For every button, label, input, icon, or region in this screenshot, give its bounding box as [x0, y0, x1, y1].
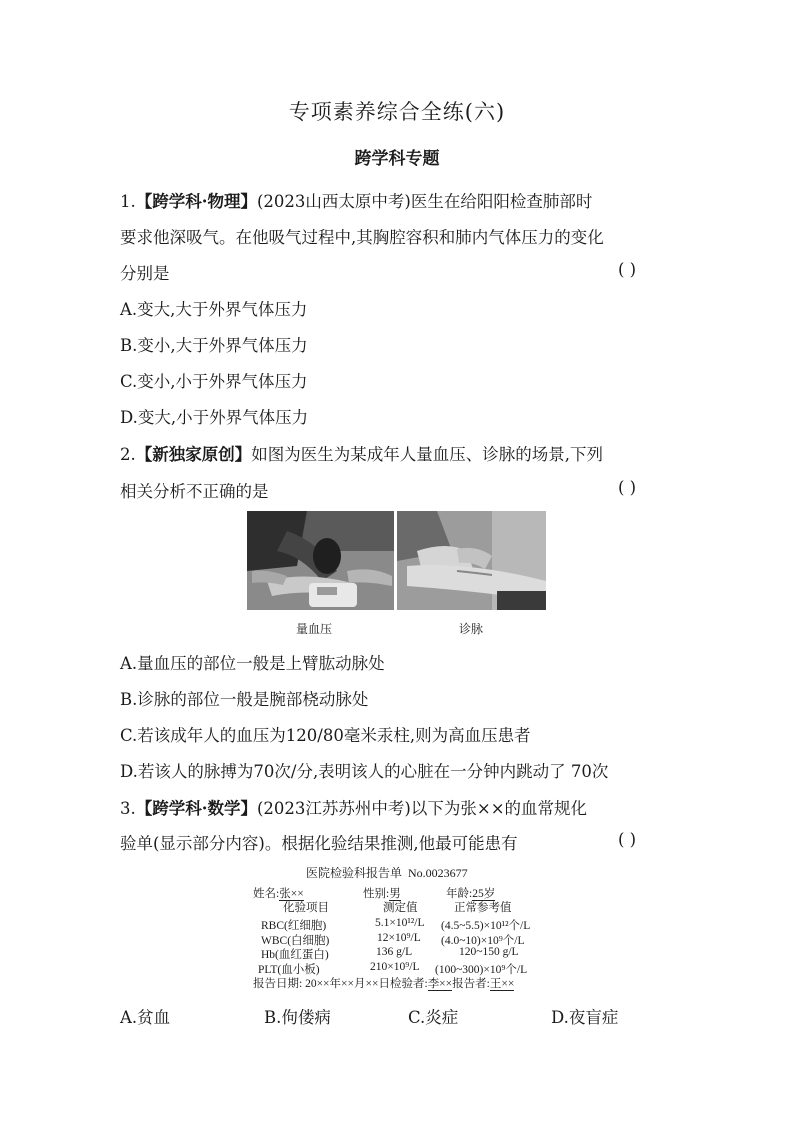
age-value: 25岁	[472, 888, 496, 900]
q1-stem-line2: 要求他深吸气。在他吸气过程中,其胸腔容积和肺内气体压力的变化	[120, 228, 604, 247]
q3-option-a: A.贫血	[120, 1008, 171, 1027]
report-row-ref: (100~300)×10⁹个/L	[435, 964, 528, 976]
inspector-name: 李××	[427, 978, 453, 990]
report-header-ref: 正常参考值	[454, 902, 512, 914]
reporter-label: 报告者:	[452, 978, 490, 990]
report-row-item: RBC(红细胞)	[261, 920, 327, 932]
gender-value: 男	[389, 888, 401, 900]
q1-option-b: B.变小,大于外界气体压力	[120, 336, 308, 355]
report-number: No.0023677	[408, 866, 468, 880]
q3-stem-line1	[120, 795, 587, 819]
report-row-value: 210×10⁹/L	[370, 961, 420, 973]
report-row-value: 136 g/L	[376, 946, 413, 958]
q1-stem-line3: 分别是	[120, 264, 170, 283]
report-row-ref: (4.0~10)×10⁹个/L	[441, 935, 525, 947]
section-title: 跨学科专题	[354, 149, 440, 169]
q3-option-c: C.炎症	[408, 1008, 459, 1027]
q1-number: 1.	[120, 192, 136, 211]
q2-stem-line1	[120, 441, 603, 465]
q1-option-a: A.变大,大于外界气体压力	[120, 300, 308, 319]
q2-option-b: B.诊脉的部位一般是腕部桡动脉处	[120, 690, 369, 709]
q3-answer-blank[interactable]: ( )	[618, 830, 637, 849]
q1-option-c: C.变小,小于外界气体压力	[120, 372, 308, 391]
report-row-item: WBC(白细胞)	[261, 935, 330, 947]
gender-label: 性别:	[363, 888, 390, 900]
caption-blood-pressure: 量血压	[296, 622, 333, 636]
q3-option-d: D.夜盲症	[551, 1008, 619, 1027]
q3-number: 3.	[120, 799, 136, 818]
q1-stem-text: (2023山西太原中考)医生在给阳阳检查肺部时	[257, 192, 593, 211]
report-footer	[253, 975, 514, 991]
q1-answer-blank[interactable]: ( )	[618, 260, 637, 279]
q1-stem-line1	[120, 188, 592, 212]
reporter-name: 王××	[489, 978, 515, 990]
report-row-value: 12×10⁹/L	[377, 932, 421, 944]
report-row-ref: 120~150 g/L	[459, 946, 519, 958]
q1-option-d: D.变大,小于外界气体压力	[120, 408, 309, 427]
report-row-ref: (4.5~5.5)×10¹²个/L	[441, 920, 531, 932]
q3-stem-text: (2023江苏苏州中考)以下为张××的血常规化	[257, 799, 588, 818]
name-label: 姓名:	[253, 888, 280, 900]
report-header-value: 测定值	[383, 902, 418, 914]
q3-stem-line2: 验单(显示部分内容)。根据化验结果推测,他最可能患有	[120, 834, 518, 853]
page-title: 专项素养综合全练(六)	[288, 100, 506, 124]
name-value: 张××	[279, 888, 304, 900]
report-title	[306, 864, 468, 881]
q2-option-d: D.若该人的脉搏为70次/分,表明该人的心脏在一分钟内跳动了 70次	[120, 762, 609, 781]
q3-tag: 【跨学科·数学】	[135, 799, 257, 818]
report-header-item: 化验项目	[283, 902, 329, 914]
q2-stem-line2: 相关分析不正确的是	[120, 482, 269, 501]
report-title-text: 医院检验科报告单	[306, 866, 403, 880]
q3-option-b: B.佝偻病	[264, 1008, 331, 1027]
blood-pressure-photo	[247, 511, 394, 610]
q2-stem-text: 如图为医生为某成年人量血压、诊脉的场景,下列	[251, 445, 603, 464]
pulse-diagnosis-photo	[397, 511, 546, 610]
report-row-item: PLT(血小板)	[258, 964, 320, 976]
report-row-value: 5.1×10¹²/L	[375, 917, 425, 929]
q2-tag: 【新独家原创】	[135, 445, 252, 464]
q2-answer-blank[interactable]: ( )	[618, 478, 637, 497]
caption-pulse: 诊脉	[459, 622, 484, 636]
report-date: 报告日期: 20××年××月××日检验者:	[253, 978, 428, 990]
q2-option-a: A.量血压的部位一般是上臂肱动脉处	[120, 654, 385, 673]
q1-tag: 【跨学科·物理】	[135, 192, 257, 211]
q2-number: 2.	[120, 445, 136, 464]
report-row-item: Hb(血红蛋白)	[261, 949, 329, 961]
age-label: 年龄:	[446, 888, 473, 900]
q2-option-c: C.若该成年人的血压为120/80毫米汞柱,则为高血压患者	[120, 726, 531, 745]
